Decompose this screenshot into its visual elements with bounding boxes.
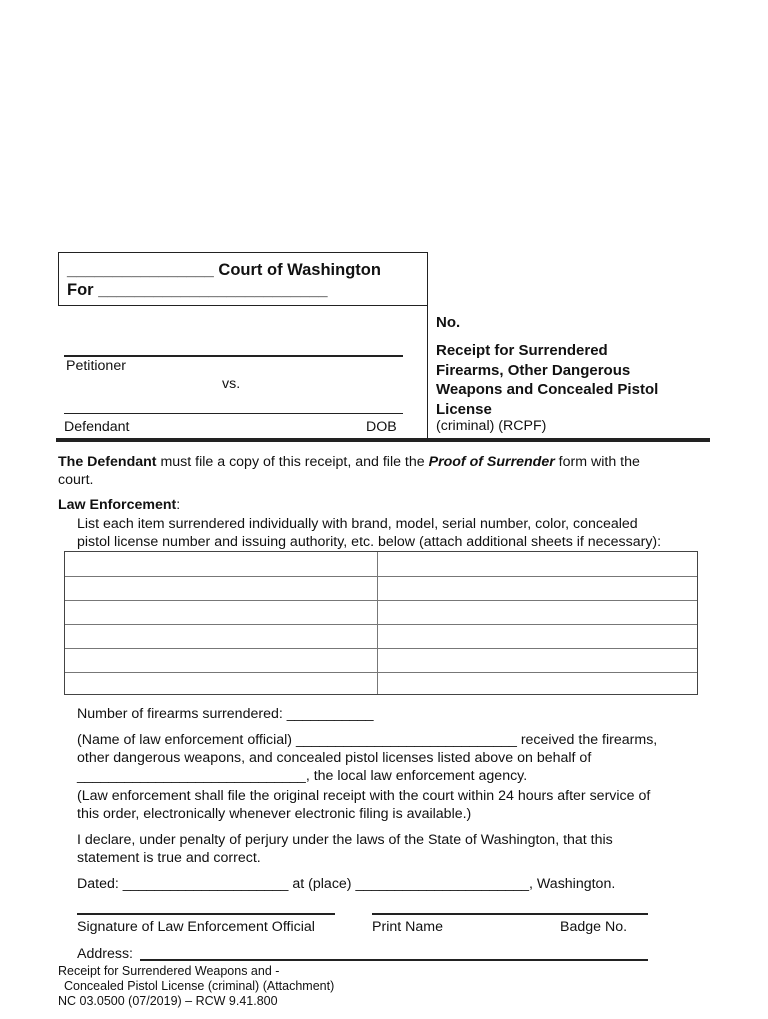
intro-paragraph xyxy=(58,453,708,489)
intro-text: court. xyxy=(58,472,94,488)
badge-label: Badge No. xyxy=(560,919,628,935)
intro-text: form with the xyxy=(554,454,640,470)
declaration-line: statement is true and correct. xyxy=(77,850,261,866)
instruction-line: List each item surrendered individually with brand, model, serial number, color, concealed xyxy=(77,516,638,532)
table-row-divider xyxy=(65,624,697,625)
official-statement xyxy=(77,731,717,785)
law-instructions xyxy=(77,515,717,551)
address-line[interactable] xyxy=(140,959,648,961)
table-column-divider xyxy=(377,552,378,694)
signature-line[interactable] xyxy=(77,913,335,915)
dated-line[interactable]: Dated: _____________________ at (place) ______________________, Washington. xyxy=(77,876,616,892)
petitioner-label: Petitioner xyxy=(66,358,126,374)
form-title-line: Weapons and Concealed Pistol xyxy=(436,381,659,398)
law-enforcement-heading-text: Law Enforcement xyxy=(58,497,177,513)
footer-line: NC 03.0500 (07/2019) – RCW 9.41.800 xyxy=(58,994,278,1008)
for-blank[interactable]: _________________________ xyxy=(98,281,328,299)
footer-line: Receipt for Surrendered Weapons and - xyxy=(58,964,280,978)
form-title-line: Firearms, Other Dangerous xyxy=(436,361,631,379)
case-number-label: No. xyxy=(436,314,461,331)
instruction-line: pistol license number and issuing authority, etc. below (attach additional sheets if necessary): xyxy=(77,534,662,550)
court-label: Court of Washington xyxy=(218,261,381,279)
firearms-count[interactable]: Number of firearms surrendered: ___________ xyxy=(77,706,374,722)
court-caption-box xyxy=(58,252,428,306)
heading-colon: : xyxy=(176,497,181,513)
filing-note xyxy=(77,787,717,823)
intro-defendant-bold: The Defendant xyxy=(58,454,157,470)
filing-note-line: (Law enforcement shall file the original receipt with the court within 24 hours after service of xyxy=(77,788,651,804)
form-title-line: License xyxy=(436,400,492,418)
proof-of-surrender-text: Proof of Surrender xyxy=(428,454,555,470)
official-line: (Name of law enforcement official) ____________________________ received the firearms, xyxy=(77,732,658,748)
declaration-line: I declare, under penalty of perjury under the laws of the State of Washington, that this xyxy=(77,832,613,848)
court-name-line xyxy=(67,261,381,280)
form-title xyxy=(436,341,658,419)
footer-line: Concealed Pistol License (criminal) (Attachment) xyxy=(64,979,335,993)
declaration xyxy=(77,831,717,867)
table-row-divider xyxy=(65,672,697,673)
address-label: Address: xyxy=(77,946,133,962)
table-row-divider xyxy=(65,648,697,649)
footer xyxy=(58,964,334,1009)
law-enforcement-heading xyxy=(58,496,180,514)
dob-label: DOB xyxy=(366,419,397,435)
print-name-label: Print Name xyxy=(372,919,443,935)
intro-text: must file a copy of this receipt, and file the xyxy=(156,454,429,470)
for-label: For xyxy=(67,281,94,299)
form-title-line: Receipt for Surrendered xyxy=(436,342,608,359)
print-name-line[interactable] xyxy=(372,913,648,915)
defendant-label: Defendant xyxy=(64,419,130,435)
official-line: _____________________________, the local law enforcement agency. xyxy=(77,768,528,784)
defendant-line[interactable] xyxy=(64,413,403,414)
court-for-line xyxy=(67,281,328,300)
official-line: other dangerous weapons, and concealed pistol licenses listed above on behalf of xyxy=(77,750,592,766)
court-name-blank[interactable]: ________________ xyxy=(67,261,214,279)
caption-divider xyxy=(56,438,710,442)
filing-note-line: this order, electronically whenever electronic filing is available.) xyxy=(77,806,472,822)
table-row-divider xyxy=(65,600,697,601)
signature-label: Signature of Law Enforcement Official xyxy=(77,919,315,935)
surrendered-items-table[interactable] xyxy=(64,551,698,695)
table-row-divider xyxy=(65,576,697,577)
vs-label: vs. xyxy=(222,376,241,392)
form-subtitle: (criminal) (RCPF) xyxy=(436,418,547,434)
